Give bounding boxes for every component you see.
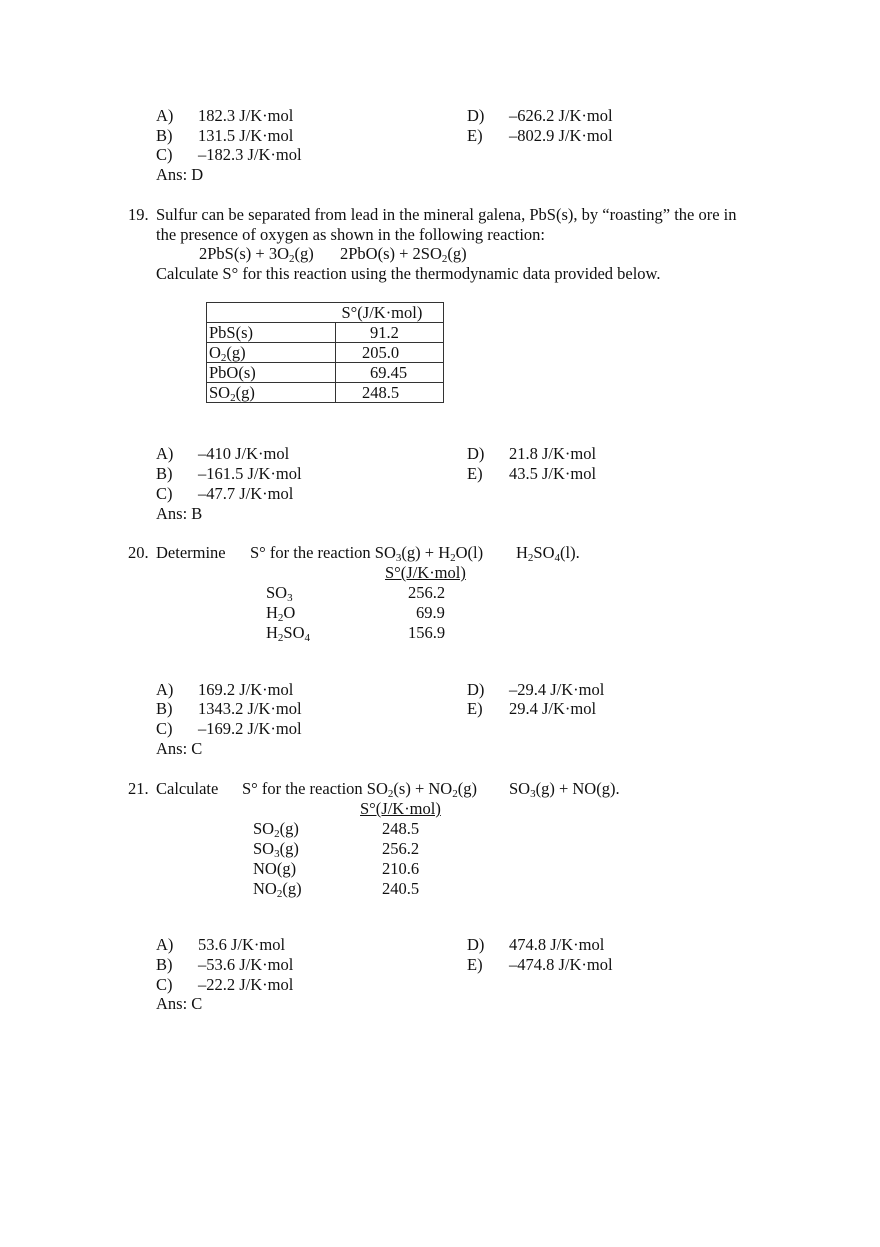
- question-text: the presence of oxygen as shown in the following reaction:: [156, 225, 546, 244]
- table-row: [207, 323, 444, 343]
- choice-letter: D): [467, 680, 485, 699]
- species-label: $SO_3$: [266, 583, 293, 604]
- table-cell-species: PbS(s): [207, 323, 336, 343]
- table-cell-species: $SO_2(g)$: [207, 383, 336, 403]
- species-label: $SO_3(g)$: [253, 839, 299, 860]
- choice-letter: D): [467, 935, 485, 954]
- table-header-row: [207, 303, 444, 323]
- choice-letter: B): [156, 699, 173, 718]
- table-row: [207, 343, 444, 363]
- question-text: Determine: [156, 543, 226, 562]
- table-cell-value: 69.45: [336, 363, 444, 383]
- choice-text: –29.4 J/K·mol: [509, 680, 605, 699]
- table-row: [207, 383, 444, 403]
- choice-text: 131.5 J/K·mol: [198, 126, 294, 145]
- choice-text: 29.4 J/K·mol: [509, 699, 597, 718]
- choice-text: 1343.2 J/K·mol: [198, 699, 302, 718]
- answer-label: Ans: D: [156, 165, 204, 184]
- choice-letter: A): [156, 444, 174, 463]
- choice-letter: C): [156, 719, 173, 738]
- question-number: 20.: [128, 543, 149, 562]
- choice-letter: B): [156, 126, 173, 145]
- choice-text: –410 J/K·mol: [198, 444, 290, 463]
- species-label: $SO_2(g)$: [253, 819, 299, 840]
- entropy-value: 69.9: [416, 603, 445, 622]
- products: 2PbO(s) + 2SO: [340, 244, 442, 263]
- question-text: Calculate S° for this reaction using the thermodynamic data provided below.: [156, 264, 661, 283]
- choice-text: –22.2 J/K·mol: [198, 975, 294, 994]
- answer-label: Ans: C: [156, 994, 203, 1013]
- reaction-equation: S° for the reaction $SO_2(s) + NO_2(g)$: [242, 779, 477, 800]
- entropy-table: [206, 302, 444, 403]
- species-label: NO(g): [253, 859, 297, 878]
- choice-text: 21.8 J/K·mol: [509, 444, 597, 463]
- choice-text: –53.6 J/K·mol: [198, 955, 294, 974]
- choice-text: –182.3 J/K·mol: [198, 145, 302, 164]
- choice-text: –802.9 J/K·mol: [509, 126, 613, 145]
- choice-text: 169.2 J/K·mol: [198, 680, 294, 699]
- choice-letter: A): [156, 680, 174, 699]
- reaction-equation: S° for the reaction $SO_3(g) + H_2O(l)$: [250, 543, 484, 564]
- question-text: Calculate: [156, 779, 219, 798]
- table-row: [207, 363, 444, 383]
- choice-letter: B): [156, 464, 173, 483]
- table-cell-value: 205.0: [336, 343, 444, 363]
- reaction-products: $SO_3(g) + NO(g)$.: [509, 779, 620, 800]
- choice-text: 43.5 J/K·mol: [509, 464, 597, 483]
- choice-text: 53.6 J/K·mol: [198, 935, 286, 954]
- choice-text: –161.5 J/K·mol: [198, 464, 302, 483]
- choice-letter: C): [156, 975, 173, 994]
- choice-letter: A): [156, 935, 174, 954]
- choice-text: –169.2 J/K·mol: [198, 719, 302, 738]
- answer-label: Ans: B: [156, 504, 203, 523]
- entropy-value: 240.5: [382, 879, 420, 898]
- choice-text: 474.8 J/K·mol: [509, 935, 605, 954]
- entropy-value: 210.6: [382, 859, 420, 878]
- choice-text: –626.2 J/K·mol: [509, 106, 613, 125]
- choice-letter: D): [467, 106, 485, 125]
- choice-letter: C): [156, 145, 173, 164]
- table-cell-species: PbO(s): [207, 363, 336, 383]
- choice-letter: E): [467, 699, 483, 718]
- choice-letter: E): [467, 126, 483, 145]
- column-header: S°(J/K·mol): [385, 563, 466, 582]
- subscript: 2: [441, 253, 448, 265]
- species-label: $H_2O$: [266, 603, 296, 624]
- choice-letter: A): [156, 106, 174, 125]
- question-text: Sulfur can be separated from lead in the mineral galena, PbS(s), by “roasting” the ore in: [156, 205, 737, 224]
- reaction-equation: [199, 244, 314, 264]
- choice-letter: E): [467, 464, 483, 483]
- subscript: 2: [289, 253, 295, 265]
- choice-letter: E): [467, 955, 483, 974]
- question-number: 21.: [128, 779, 149, 798]
- species-label: $H_2SO_4$: [266, 623, 311, 644]
- column-header: S°(J/K·mol): [360, 799, 441, 818]
- choice-text: –474.8 J/K·mol: [509, 955, 613, 974]
- choice-text: –47.7 J/K·mol: [198, 484, 294, 503]
- choice-letter: D): [467, 444, 485, 463]
- table-header-empty: [207, 303, 336, 323]
- question-number: 19.: [128, 205, 149, 224]
- reaction-products: $H_2SO_4(l)$.: [516, 543, 580, 564]
- entropy-value: 248.5: [382, 819, 420, 838]
- entropy-value: 256.2: [382, 839, 420, 858]
- species-label: $NO_2(g)$: [253, 879, 302, 900]
- products-state: (g): [447, 244, 467, 263]
- choice-letter: C): [156, 484, 173, 503]
- answer-label: Ans: C: [156, 739, 203, 758]
- reaction-products: [340, 244, 467, 264]
- table-cell-value: 248.5: [336, 383, 444, 403]
- table-cell-species: $O_2(g)$: [207, 343, 336, 363]
- table-header: S°(J/K·mol): [336, 303, 444, 323]
- choice-text: 182.3 J/K·mol: [198, 106, 294, 125]
- choice-letter: B): [156, 955, 173, 974]
- reactants: 2PbS(s) + 3O: [199, 244, 289, 263]
- entropy-value: 256.2: [408, 583, 446, 602]
- table-cell-value: 91.2: [336, 323, 444, 343]
- entropy-value: 156.9: [408, 623, 446, 642]
- reactants-state: (g): [294, 244, 314, 263]
